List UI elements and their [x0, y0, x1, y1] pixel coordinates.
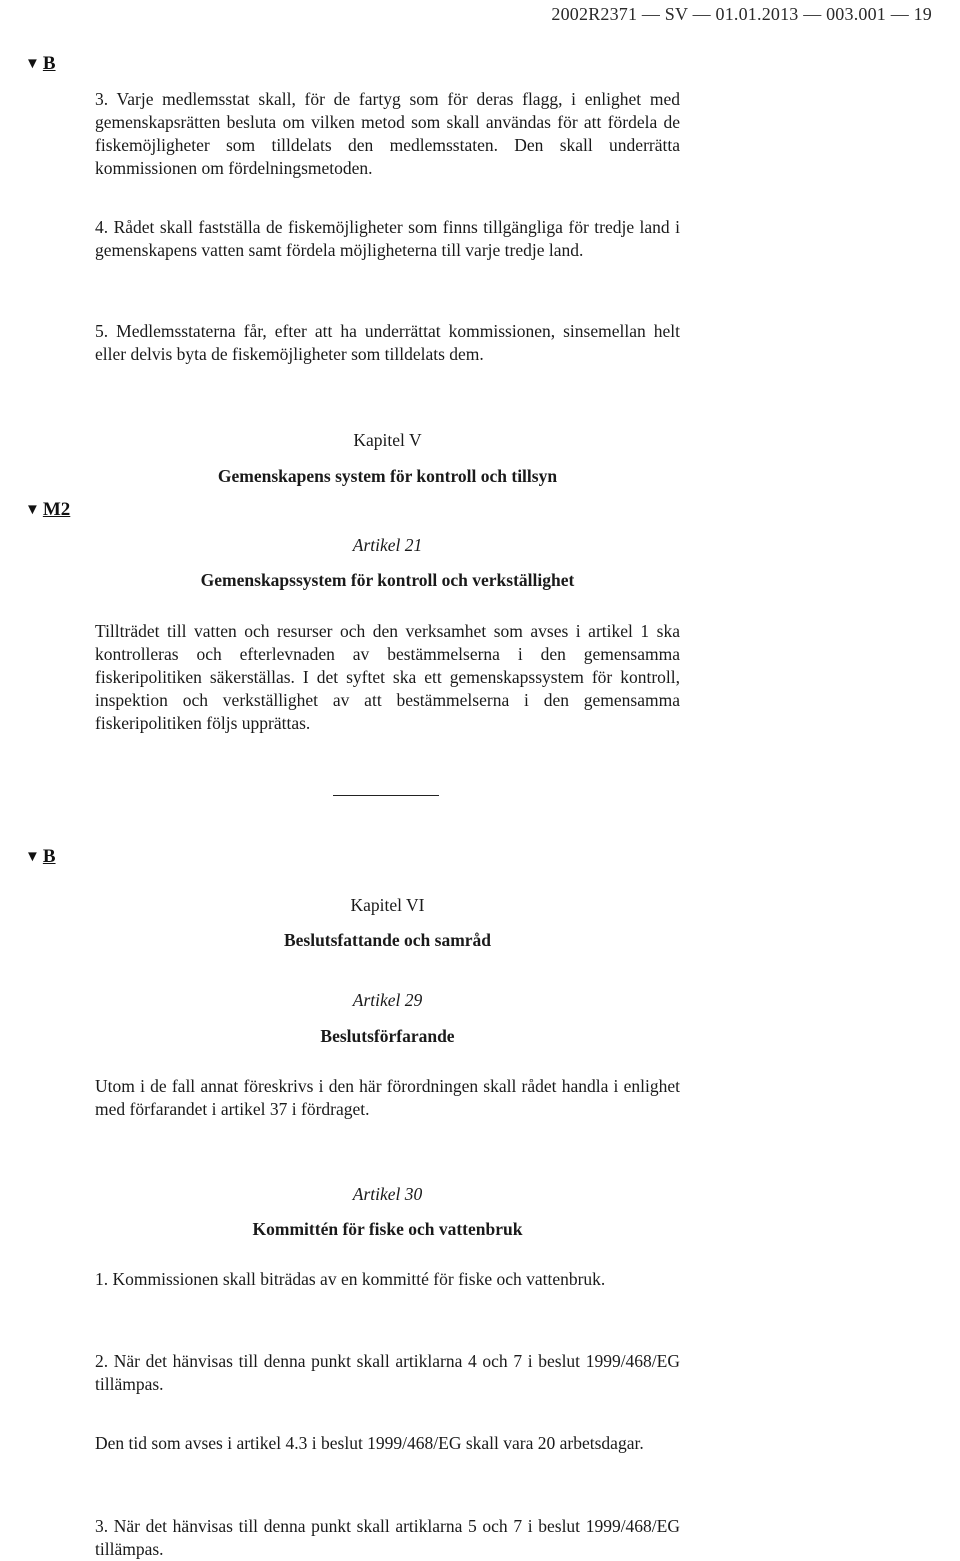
paragraph-4: 4. Rådet skall fastställa de fiskemöjligheter som finns tillgängliga för tredje land i gemenskapens vatten samt fördela möjligheterna till varje tredje land. — [95, 217, 680, 260]
article-21-text: Tillträdet till vatten och resurser och den verksamhet som avses i artikel 1 ska kontrolleras och efterlevnaden av bestämmelserna i den gemensamma fiskeripolitiken säkerställas. I det syftet ska ett gemenskapssystem för kontroll, inspektion och verkställighet av att bestämmelserna i den gemensamma fiskeripolitiken följs upprättas. — [95, 621, 680, 733]
chapter-5-title: Gemenskapens system för kontroll och tillsyn — [217, 466, 558, 486]
chapter-5-label: Kapitel V — [353, 430, 422, 450]
article-29-title: Beslutsförfarande — [320, 1026, 455, 1046]
amendment-marker-m2 — [25, 499, 70, 521]
marker-label: B — [42, 846, 56, 867]
article-30-paragraph-1: 1. Kommissionen skall biträdas av en kommitté för fiske och vattenbruk. — [95, 1269, 606, 1289]
article-21-label: Artikel 21 — [352, 535, 423, 555]
article-30-paragraph-2: 2. När det hänvisas till denna punkt skall artiklarna 4 och 7 i beslut 1999/468/EG tillämpas. — [95, 1351, 680, 1394]
paragraph-3: 3. Varje medlemsstat skall, för de fartyg som för deras flagg, i enlighet med gemenskapsrätten besluta om vilken metod som skall användas för att fördela de fiskemöjligheter som tilldelats den medlemsstaten. Den skall underrätta kommissionen om fördelningsmetoden. — [95, 89, 680, 178]
article-29-text: Utom i de fall annat föreskrivs i den här förordningen skall rådet handla i enlighet med förfarandet i artikel 37 i fördraget. — [95, 1076, 680, 1119]
paragraph-5: 5. Medlemsstaterna får, efter att ha underrättat kommissionen, sinsemellan helt eller delvis byta de fiskemöjligheter som tilldelats dem. — [95, 321, 680, 364]
article-30-paragraph-2b: Den tid som avses i artikel 4.3 i beslut 1999/468/EG skall vara 20 arbetsdagar. — [95, 1433, 644, 1453]
triangle-down-icon: ▼ — [25, 848, 40, 865]
chapter-6-title: Beslutsfattande och samråd — [283, 930, 492, 950]
triangle-down-icon: ▼ — [25, 501, 40, 518]
article-30-paragraph-3: 3. När det hänvisas till denna punkt skall artiklarna 5 och 7 i beslut 1999/468/EG tillämpas. — [95, 1516, 680, 1559]
triangle-down-icon: ▼ — [25, 55, 40, 72]
article-21-title: Gemenskapssystem för kontroll och verkställighet — [200, 570, 575, 590]
section-divider — [333, 795, 439, 796]
marker-label: B — [42, 53, 56, 74]
chapter-6-label: Kapitel VI — [350, 895, 425, 915]
amendment-marker-b-2 — [25, 846, 56, 868]
marker-label: M2 — [42, 499, 71, 520]
page-header: 2002R2371 — SV — 01.01.2013 — 003.001 — 19 — [551, 4, 932, 24]
amendment-marker-b — [25, 53, 56, 75]
article-29-label: Artikel 29 — [352, 990, 423, 1010]
article-30-title: Kommittén för fiske och vattenbruk — [252, 1219, 523, 1239]
article-30-label: Artikel 30 — [352, 1184, 423, 1204]
